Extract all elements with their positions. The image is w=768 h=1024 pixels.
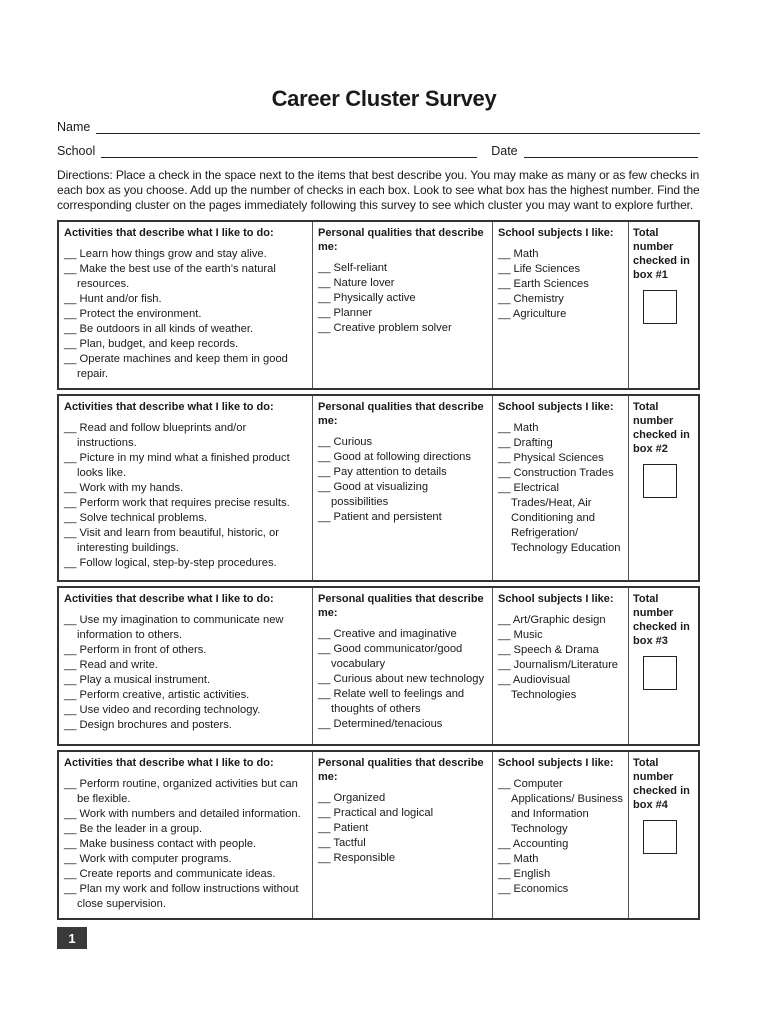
- total-label: Total number checked in box #3: [633, 593, 690, 647]
- total-column: [629, 222, 698, 388]
- survey-box-3: [57, 586, 700, 746]
- subject-item[interactable]: __ Drafting: [498, 437, 553, 449]
- total-column: [629, 588, 698, 744]
- subjects-column: [493, 588, 629, 744]
- activity-item[interactable]: __ Solve technical problems.: [64, 512, 208, 524]
- activity-item[interactable]: __ Follow logical, step-by-step procedures.: [64, 557, 277, 569]
- school-label: School: [57, 144, 96, 158]
- activity-item[interactable]: __ Make business contact with people.: [64, 838, 257, 850]
- activity-item[interactable]: __ Perform routine, organized activities but can be flexible.: [64, 778, 298, 805]
- total-label: Total number checked in box #2: [633, 401, 690, 455]
- activity-item[interactable]: __ Hunt and/or fish.: [64, 293, 162, 305]
- quality-item[interactable]: __ Creative and imaginative: [318, 628, 457, 640]
- quality-item[interactable]: __ Planner: [318, 307, 373, 319]
- activity-item[interactable]: __ Picture in my mind what a finished product looks like.: [64, 452, 290, 479]
- subject-item[interactable]: __ Economics: [498, 883, 569, 895]
- activity-item[interactable]: __ Use video and recording technology.: [64, 704, 261, 716]
- subject-item[interactable]: __ Art/Graphic design: [498, 614, 606, 626]
- activities-header: Activities that describe what I like to do:: [64, 593, 274, 605]
- subject-item[interactable]: __ Math: [498, 853, 539, 865]
- activity-item[interactable]: __ Use my imagination to communicate new information to others.: [64, 614, 284, 641]
- qualities-column: [313, 222, 493, 388]
- subject-item[interactable]: __ Math: [498, 248, 539, 260]
- subject-item[interactable]: __ Earth Sciences: [498, 278, 589, 290]
- qualities-header: Personal qualities that describe me:: [318, 757, 484, 783]
- activities-header: Activities that describe what I like to do:: [64, 227, 274, 239]
- activity-item[interactable]: __ Make the best use of the earth’s natural resources.: [64, 263, 276, 290]
- subjects-header: School subjects I like:: [498, 757, 614, 769]
- total-column: [629, 752, 698, 918]
- subjects-header: School subjects I like:: [498, 593, 614, 605]
- activity-item[interactable]: __ Perform work that requires precise results.: [64, 497, 290, 509]
- subject-item[interactable]: __ Electrical Trades/Heat, Air Conditioning and Refrigeration/ Technology Education: [498, 482, 621, 554]
- date-field[interactable]: [524, 144, 698, 158]
- subject-item[interactable]: __ Computer Applications/ Business and Information Technology: [498, 778, 623, 835]
- quality-item[interactable]: __ Good communicator/good vocabulary: [318, 643, 463, 670]
- subject-item[interactable]: __ Life Sciences: [498, 263, 581, 275]
- activities-header: Activities that describe what I like to do:: [64, 401, 274, 413]
- qualities-header: Personal qualities that describe me:: [318, 227, 484, 253]
- quality-item[interactable]: __ Curious about new technology: [318, 673, 485, 685]
- activities-header: Activities that describe what I like to do:: [64, 757, 274, 769]
- subject-item[interactable]: __ Accounting: [498, 838, 569, 850]
- subject-item[interactable]: __ Audiovisual Technologies: [498, 674, 577, 701]
- quality-item[interactable]: __ Relate well to feelings and thoughts of others: [318, 688, 465, 715]
- subject-item[interactable]: __ English: [498, 868, 551, 880]
- activities-column: [59, 222, 313, 388]
- activity-item[interactable]: __ Read and write.: [64, 659, 158, 671]
- activity-item[interactable]: __ Play a musical instrument.: [64, 674, 211, 686]
- total-label: Total number checked in box #4: [633, 757, 690, 811]
- subject-item[interactable]: __ Agriculture: [498, 308, 567, 320]
- quality-item[interactable]: __ Responsible: [318, 852, 396, 864]
- school-row: [57, 144, 698, 158]
- activity-item[interactable]: __ Visit and learn from beautiful, historic, or interesting buildings.: [64, 527, 279, 554]
- name-row: [57, 120, 700, 134]
- subjects-column: [493, 222, 629, 388]
- qualities-header: Personal qualities that describe me:: [318, 593, 484, 619]
- quality-item[interactable]: __ Practical and logical: [318, 807, 434, 819]
- quality-item[interactable]: __ Nature lover: [318, 277, 395, 289]
- activity-item[interactable]: __ Learn how things grow and stay alive.: [64, 248, 267, 260]
- quality-item[interactable]: __ Creative problem solver: [318, 322, 452, 334]
- activity-item[interactable]: __ Operate machines and keep them in good repair.: [64, 353, 288, 380]
- name-field[interactable]: [96, 120, 700, 134]
- activity-item[interactable]: __ Perform creative, artistic activities.: [64, 689, 250, 701]
- quality-item[interactable]: __ Good at visualizing possibilities: [318, 481, 429, 508]
- subject-item[interactable]: __ Music: [498, 629, 543, 641]
- school-field[interactable]: [101, 144, 477, 158]
- subject-item[interactable]: __ Journalism/Literature: [498, 659, 619, 671]
- qualities-column: [313, 396, 493, 580]
- qualities-header: Personal qualities that describe me:: [318, 401, 484, 427]
- survey-box-4: [57, 750, 700, 920]
- activity-item[interactable]: __ Plan, budget, and keep records.: [64, 338, 239, 350]
- quality-item[interactable]: __ Patient and persistent: [318, 511, 442, 523]
- quality-item[interactable]: __ Pay attention to details: [318, 466, 447, 478]
- quality-item[interactable]: __ Tactful: [318, 837, 366, 849]
- quality-item[interactable]: __ Patient: [318, 822, 369, 834]
- survey-box-1: [57, 220, 700, 390]
- activities-column: [59, 588, 313, 744]
- subject-item[interactable]: __ Chemistry: [498, 293, 564, 305]
- total-checkbox[interactable]: [643, 290, 677, 324]
- page-number-badge: 1: [57, 927, 87, 949]
- subject-item[interactable]: __ Math: [498, 422, 539, 434]
- activities-column: [59, 396, 313, 580]
- activity-item[interactable]: __ Read and follow blueprints and/or instructions.: [64, 422, 247, 449]
- subject-item[interactable]: __ Construction Trades: [498, 467, 614, 479]
- activity-item[interactable]: __ Design brochures and posters.: [64, 719, 232, 731]
- total-checkbox[interactable]: [643, 656, 677, 690]
- name-label: Name: [57, 120, 91, 134]
- total-label: Total number checked in box #1: [633, 227, 690, 281]
- quality-item[interactable]: __ Physically active: [318, 292, 416, 304]
- directions-text: Directions: Place a check in the space next to the items that best describe you. You may make as many or as few checks in each box as you choose. Add up the number of checks in each box. Look to see what box has the highest number. Find the corresponding cluster on the pages immediately following this survey to see which cluster you may want to explore further.: [57, 168, 700, 212]
- survey-box-2: [57, 394, 700, 582]
- quality-item[interactable]: __ Self-reliant: [318, 262, 388, 274]
- activity-item[interactable]: __ Create reports and communicate ideas.: [64, 868, 276, 880]
- activity-item[interactable]: __ Work with computer programs.: [64, 853, 232, 865]
- activity-item[interactable]: __ Plan my work and follow instructions without close supervision.: [64, 883, 299, 910]
- subjects-header: School subjects I like:: [498, 227, 614, 239]
- subjects-header: School subjects I like:: [498, 401, 614, 413]
- activity-item[interactable]: __ Be outdoors in all kinds of weather.: [64, 323, 254, 335]
- quality-item[interactable]: __ Good at following directions: [318, 451, 471, 463]
- total-column: [629, 396, 698, 580]
- subject-item[interactable]: __ Physical Sciences: [498, 452, 604, 464]
- subjects-column: [493, 396, 629, 580]
- total-checkbox[interactable]: [643, 820, 677, 854]
- qualities-column: [313, 752, 493, 918]
- activity-item[interactable]: __ Work with my hands.: [64, 482, 184, 494]
- page-title: Career Cluster Survey: [271, 86, 497, 111]
- subjects-column: [493, 752, 629, 918]
- activity-item[interactable]: __ Protect the environment.: [64, 308, 202, 320]
- subject-item[interactable]: __ Speech & Drama: [498, 644, 599, 656]
- activities-column: [59, 752, 313, 918]
- total-checkbox[interactable]: [643, 464, 677, 498]
- activity-item[interactable]: __ Work with numbers and detailed information.: [64, 808, 301, 820]
- qualities-column: [313, 588, 493, 744]
- quality-item[interactable]: __ Organized: [318, 792, 386, 804]
- quality-item[interactable]: __ Determined/tenacious: [318, 718, 443, 730]
- activity-item[interactable]: __ Be the leader in a group.: [64, 823, 203, 835]
- activity-item[interactable]: __ Perform in front of others.: [64, 644, 207, 656]
- date-label: Date: [491, 144, 518, 158]
- quality-item[interactable]: __ Curious: [318, 436, 373, 448]
